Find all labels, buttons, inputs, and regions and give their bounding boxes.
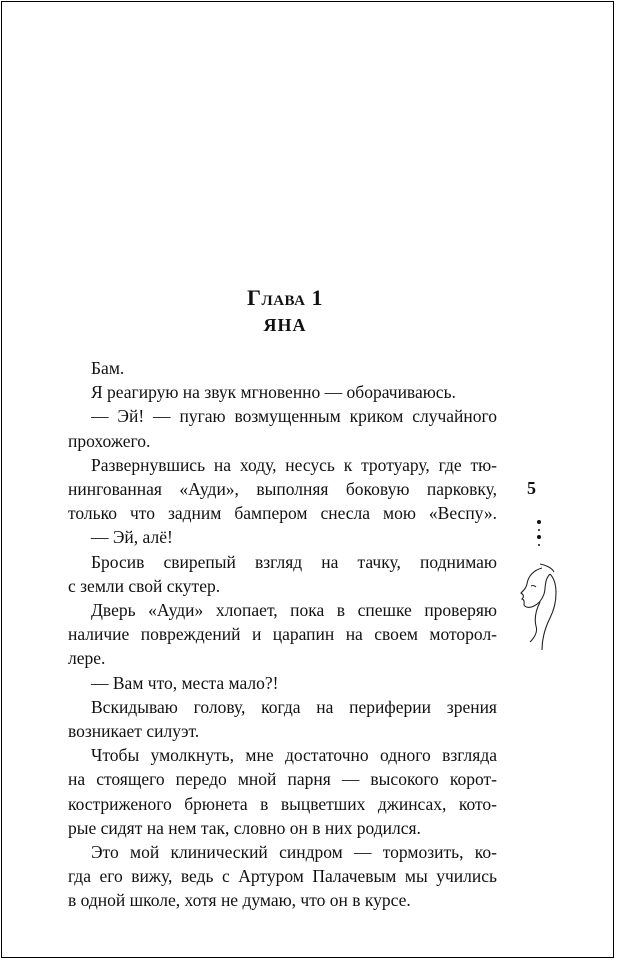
text-line: рые сидят на нем так, словно он в них родился. (68, 817, 421, 838)
text-line: возникает силуэт. (68, 720, 200, 741)
text-line: — Вам что, места мало?! (91, 672, 279, 693)
text-line: наличие повреждений и царапин на своем моторол- (68, 624, 497, 645)
text-line: костриженого брюнета в выцветших джинсах, кото- (68, 793, 497, 814)
text-line: — Эй! — пугаю возмущенным криком случайного (91, 406, 497, 427)
text-line: Вскидываю голову, когда на периферии зрения (91, 696, 497, 717)
face-line-drawing-icon (512, 562, 560, 652)
text-line: Это мой клинический синдром — тормозить, ко- (91, 841, 497, 862)
text-line: Я реагирую на звук мгновенно — оборачиваюсь. (91, 382, 456, 403)
text-line: Бросив свирепый взгляд на тачку, поднимаю (91, 551, 497, 572)
text-line: с земли свой скутер. (68, 575, 221, 596)
text-line: нингованная «Ауди», выполняя боковую парковку, (68, 478, 497, 499)
text-line: прохожего. (68, 430, 151, 451)
text-line: гда его вижу, ведь с Артуром Палачевым мы учились (68, 866, 497, 887)
text-line: в одной школе, хотя не думаю, что он в курсе. (68, 890, 411, 911)
text-line: Чтобы умолкнуть, мне достаточно одного взгляда (91, 745, 497, 766)
text-line: Развернувшись на ходу, несусь к тротуару, где тю- (91, 454, 497, 475)
chapter-subtitle: ЯНА (263, 315, 307, 335)
text-line: Дверь «Ауди» хлопает, пока в спешке проверяю (91, 599, 497, 620)
text-line: на стоящего передо мной парня — высокого корот- (68, 769, 497, 790)
text-line: Бам. (91, 358, 125, 378)
body-text (68, 356, 497, 912)
text-line: лере. (68, 648, 106, 669)
chapter-heading (70, 284, 500, 338)
text-line: только что задним бампером снесла мою «Веспу». (68, 503, 497, 524)
page-number: 5 (527, 478, 536, 498)
chapter-title: Глава 1 (247, 285, 323, 310)
text-line: — Эй, алё! (91, 527, 173, 548)
